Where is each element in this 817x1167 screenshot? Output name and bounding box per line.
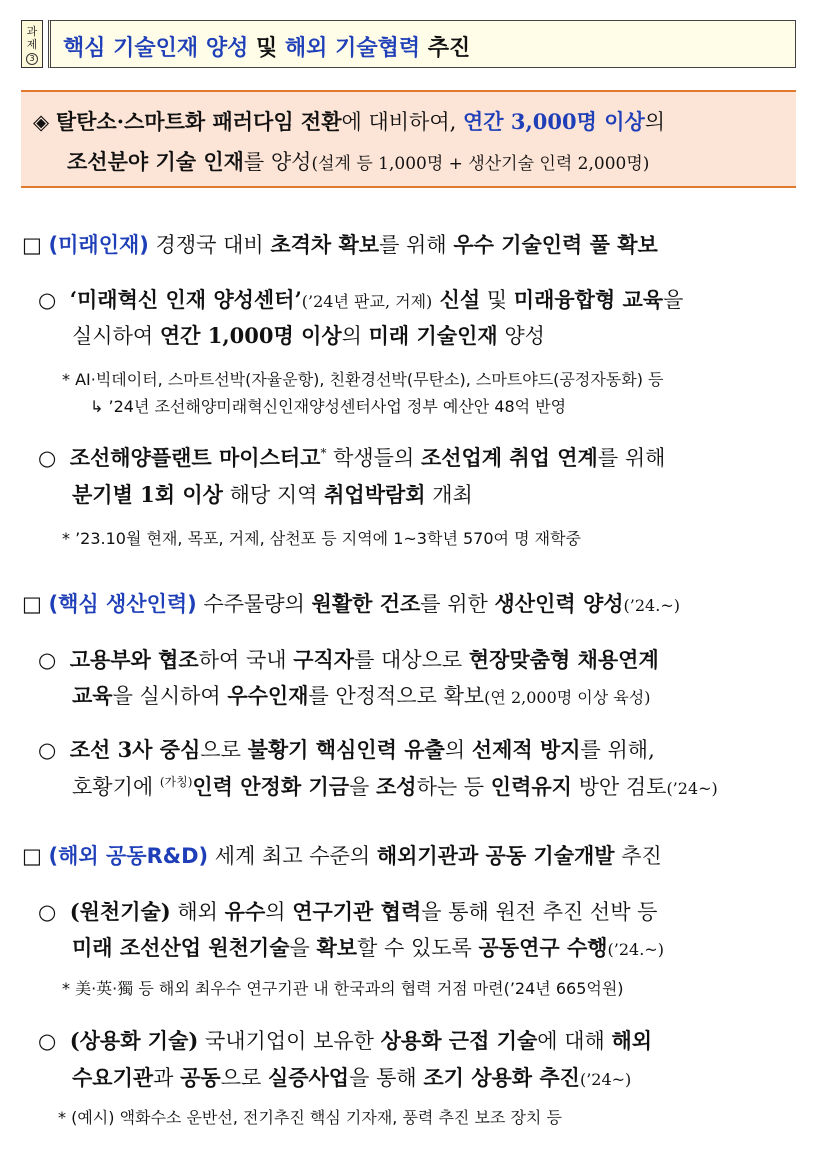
bullet-line-cont: 실시하여 연간 1,000명 이상의 미래 기술인재 양성 (72, 323, 545, 348)
circle-bullet-icon: ○ (38, 1029, 57, 1053)
checkbox-square-icon: □ (22, 844, 42, 868)
section-future-talent-heading: □ (미래인재) 경쟁국 대비 초격차 확보를 위해 우수 기술인력 풀 확보 (22, 232, 658, 257)
checkbox-square-icon: □ (22, 592, 42, 616)
bullet-line: ○ 조선 3사 중심으로 불황기 핵심인력 유출의 선제적 방지를 위해, (38, 737, 655, 762)
footnote: * 美·英·獨 등 해외 최우수 연구기관 내 한국과의 협력 거점 마련(’24년 665억원) (62, 979, 624, 998)
circle-bullet-icon: ○ (38, 900, 57, 924)
footnote: * AI·빅데이터, 스마트선박(자율운항), 친환경선박(무탄소), 스마트야드(공정자동화) 등 (62, 370, 664, 389)
checkbox-square-icon: □ (22, 233, 42, 257)
section-production-heading: □ (핵심 생산인력) 수주물량의 원활한 건조를 위한 생산인력 양성(’24.~) (22, 591, 680, 616)
bullet-line: ○ ‘미래혁신 인재 양성센터’(’24년 판교, 거제) 신설 및 미래융합형 교육을 (38, 287, 684, 312)
bullet-line-cont: 분기별 1회 이상 해당 지역 취업박람회 개최 (72, 482, 473, 507)
bullet-line: ○ 고용부와 협조하여 국내 구직자를 대상으로 현장맞춤형 채용연계 (38, 647, 659, 672)
bullet-line-cont: 미래 조선산업 원천기술을 확보할 수 있도록 공동연구 수행(’24.~) (72, 935, 664, 960)
bullet-line-cont: 호황기에 $^{(가칭)}$인력 안정화 기금을 조성하는 등 인력유지 방안 검토(’24~) (72, 774, 718, 799)
summary-line-1: ◈ 탈탄소·스마트화 패러다임 전환에 대비하여, 연간 3,000명 이상의 (33, 109, 666, 134)
footnote: * ’23.10월 현재, 목포, 거제, 삼천포 등 지역에 1~3학년 570여 명 재학중 (62, 529, 581, 548)
title-box (48, 20, 796, 68)
footnote: * (예시) 액화수소 운반선, 전기추진 핵심 기자재, 풍력 추진 보조 장치 등 (58, 1108, 562, 1127)
summary-line-2: 조선분야 기술 인재를 양성(설계 등 1,000명 + 생산기술 인력 2,000명) (67, 149, 650, 174)
bullet-line: ○ 조선해양플랜트 마이스터고* 학생들의 조선업계 취업 연계를 위해 (38, 445, 666, 470)
circle-bullet-icon: ○ (38, 738, 57, 762)
task-number-badge: 과 제 3 (21, 20, 43, 68)
diamond-icon: ◈ (33, 110, 50, 134)
page-title: 핵심 기술인재 양성 및 해외 기술협력 추진 (63, 36, 471, 61)
page-header (21, 20, 796, 70)
bullet-line: ○ (상용화 기술) 국내기업이 보유한 상용화 근접 기술에 대해 해외 (38, 1028, 653, 1053)
circle-bullet-icon: ○ (38, 288, 57, 312)
footnote-sub: ↳ ’24년 조선해양미래혁신인재양성센터사업 정부 예산안 48억 반영 (90, 397, 567, 416)
bullet-line-cont: 수요기관과 공동으로 실증사업을 통해 조기 상용화 추진(’24~) (72, 1065, 632, 1090)
circle-bullet-icon: ○ (38, 648, 57, 672)
bullet-line: ○ (원천기술) 해외 유수의 연구기관 협력을 통해 원전 추진 선박 등 (38, 899, 658, 924)
section-overseas-rnd-heading: □ (해외 공동R&D) 세계 최고 수준의 해외기관과 공동 기술개발 추진 (22, 843, 662, 868)
summary-box (21, 90, 796, 188)
circle-bullet-icon: ○ (38, 446, 57, 470)
bullet-line-cont: 교육을 실시하여 우수인재를 안정적으로 확보(연 2,000명 이상 육성) (72, 683, 651, 708)
